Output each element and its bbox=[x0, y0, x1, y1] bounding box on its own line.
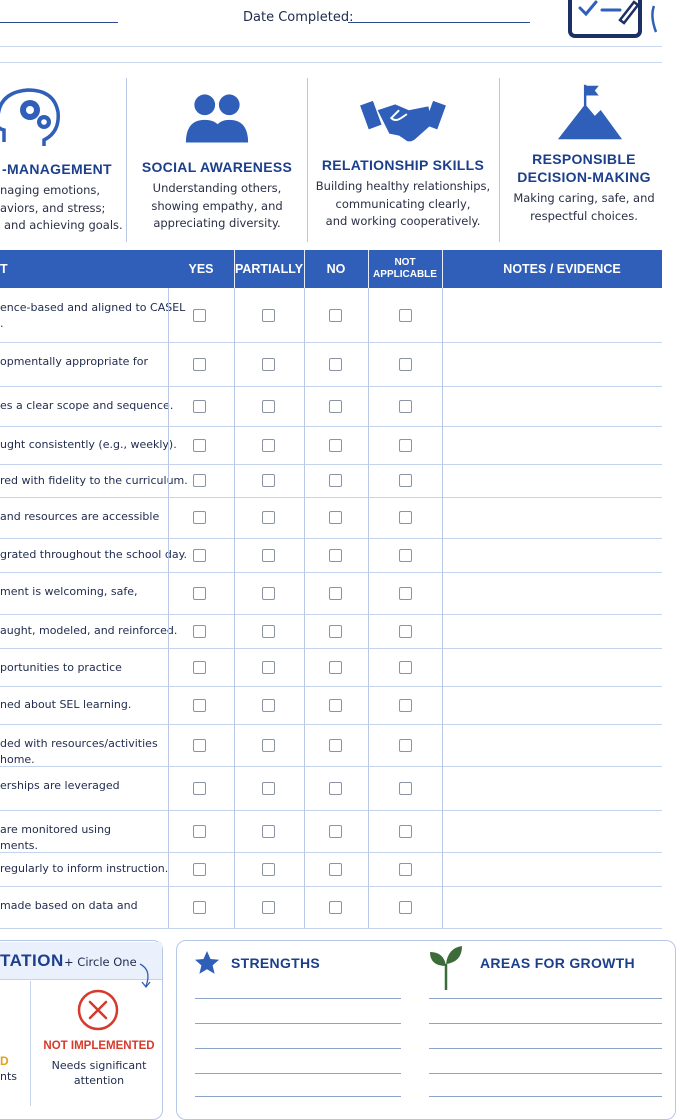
partially-checkbox[interactable] bbox=[262, 901, 275, 914]
not-applicable-checkbox[interactable] bbox=[399, 825, 412, 838]
header-line: NOT bbox=[394, 257, 416, 268]
header-column-divider bbox=[304, 250, 305, 288]
col-header-yes: YES bbox=[188, 262, 214, 276]
criterion-line: ment is welcoming, safe, bbox=[0, 585, 138, 598]
desc-line: and achieving goals. bbox=[4, 218, 123, 232]
no-checkbox[interactable] bbox=[329, 825, 342, 838]
partially-checkbox[interactable] bbox=[262, 825, 275, 838]
not-applicable-checkbox[interactable] bbox=[399, 863, 412, 876]
no-checkbox[interactable] bbox=[329, 863, 342, 876]
not-applicable-checkbox[interactable] bbox=[399, 782, 412, 795]
desc-line: Needs significant bbox=[51, 1059, 147, 1072]
criterion-line: regularly to inform instruction. bbox=[0, 862, 169, 875]
no-checkbox[interactable] bbox=[329, 511, 342, 524]
clipboard-check-icon bbox=[566, 0, 642, 40]
criterion-line: red with fidelity to the curriculum. bbox=[0, 473, 188, 487]
date-completed-label: Date Completed: bbox=[243, 10, 354, 25]
competency-desc bbox=[0, 182, 126, 235]
column-divider bbox=[234, 288, 235, 928]
desc-line: Making caring, safe, and bbox=[513, 191, 655, 205]
criterion-line: aught, modeled, and reinforced. bbox=[0, 624, 178, 637]
no-checkbox[interactable] bbox=[329, 587, 342, 600]
col-header-partially: PARTIALLY bbox=[234, 262, 304, 276]
table-row-criterion bbox=[0, 300, 186, 332]
not-implemented-desc bbox=[36, 1058, 162, 1088]
desc-line: showing empathy, and bbox=[151, 198, 283, 213]
partially-checkbox[interactable] bbox=[262, 661, 275, 674]
criterion-line: ence-based and aligned to CASEL bbox=[0, 301, 186, 314]
table-row-criterion bbox=[0, 660, 168, 692]
notes-evidence-cell[interactable] bbox=[443, 810, 662, 852]
partial-implemented-desc: nts bbox=[0, 1070, 18, 1083]
strengths-line-4[interactable] bbox=[195, 1073, 401, 1074]
growth-line-5[interactable] bbox=[429, 1096, 662, 1097]
table-row-criterion bbox=[0, 736, 168, 768]
not-applicable-checkbox[interactable] bbox=[399, 358, 412, 371]
yes-checkbox[interactable] bbox=[193, 739, 206, 752]
yes-checkbox[interactable] bbox=[193, 309, 206, 322]
table-row-criterion bbox=[0, 437, 177, 453]
not-applicable-checkbox[interactable] bbox=[399, 439, 412, 452]
table-row-criterion bbox=[0, 778, 168, 810]
partially-checkbox[interactable] bbox=[262, 511, 275, 524]
desc-line: communicating clearly, bbox=[335, 196, 471, 211]
criterion-line: . bbox=[0, 317, 4, 330]
table-row-criterion bbox=[0, 898, 168, 930]
not-applicable-checkbox[interactable] bbox=[399, 549, 412, 562]
no-checkbox[interactable] bbox=[329, 901, 342, 914]
notes-evidence-cell[interactable] bbox=[443, 386, 662, 426]
not-applicable-checkbox[interactable] bbox=[399, 587, 412, 600]
growth-line-4[interactable] bbox=[429, 1073, 662, 1074]
competency-desc bbox=[134, 180, 300, 233]
not-applicable-checkbox[interactable] bbox=[399, 661, 412, 674]
not-applicable-checkbox[interactable] bbox=[399, 309, 412, 322]
no-checkbox[interactable] bbox=[329, 439, 342, 452]
not-applicable-checkbox[interactable] bbox=[399, 739, 412, 752]
header-divider bbox=[0, 46, 662, 47]
notes-evidence-cell[interactable] bbox=[443, 572, 662, 614]
desc-line: respectful choices. bbox=[530, 208, 638, 223]
not-implemented-label[interactable]: NOT IMPLEMENTED bbox=[43, 1040, 155, 1052]
yes-checkbox[interactable] bbox=[193, 699, 206, 712]
desc-line: attention bbox=[73, 1074, 125, 1087]
strengths-title: STRENGTHS bbox=[231, 955, 321, 971]
yes-checkbox[interactable] bbox=[193, 549, 206, 562]
title-line: DECISION-MAKING bbox=[517, 169, 651, 185]
yes-checkbox[interactable] bbox=[193, 863, 206, 876]
notes-evidence-cell[interactable] bbox=[443, 497, 662, 538]
star-icon bbox=[194, 950, 220, 976]
no-checkbox[interactable] bbox=[329, 549, 342, 562]
strengths-line-3[interactable] bbox=[195, 1048, 401, 1049]
partially-checkbox[interactable] bbox=[262, 439, 275, 452]
criterion-line: and resources are accessible bbox=[0, 510, 160, 523]
mountain-flag-icon bbox=[556, 82, 624, 142]
partial-implemented-label[interactable]: D bbox=[0, 1054, 9, 1068]
criterion-line: es a clear scope and sequence. bbox=[0, 399, 174, 412]
date-completed-field[interactable] bbox=[348, 22, 530, 23]
table-row-criterion bbox=[0, 473, 188, 489]
no-checkbox[interactable] bbox=[329, 309, 342, 322]
yes-checkbox[interactable] bbox=[193, 474, 206, 487]
table-row-criterion bbox=[0, 623, 178, 639]
competency-self-management bbox=[0, 78, 126, 242]
growth-line-1[interactable] bbox=[429, 998, 662, 999]
competency-divider bbox=[126, 78, 127, 242]
strengths-line-5[interactable] bbox=[195, 1096, 401, 1097]
desc-line: Understanding others, bbox=[152, 181, 282, 195]
notes-evidence-cell[interactable] bbox=[443, 426, 662, 464]
table-row-criterion bbox=[0, 584, 168, 616]
notes-evidence-cell[interactable] bbox=[443, 288, 662, 342]
not-applicable-checkbox[interactable] bbox=[399, 511, 412, 524]
notes-evidence-cell[interactable] bbox=[443, 648, 662, 686]
header-divider-2 bbox=[0, 62, 662, 63]
title-line: RESPONSIBLE bbox=[532, 151, 636, 167]
partially-checkbox[interactable] bbox=[262, 739, 275, 752]
table-row-criterion bbox=[0, 861, 168, 877]
criterion-line: grated throughout the school day. bbox=[0, 548, 188, 561]
table-row-criterion bbox=[0, 697, 168, 713]
notes-evidence-cell[interactable] bbox=[443, 886, 662, 928]
no-checkbox[interactable] bbox=[329, 699, 342, 712]
partially-checkbox[interactable] bbox=[262, 474, 275, 487]
partially-checkbox[interactable] bbox=[262, 863, 275, 876]
column-divider bbox=[442, 288, 443, 928]
header-line: APPLICABLE bbox=[373, 269, 437, 280]
criterion-line bbox=[0, 600, 168, 616]
header-column-divider bbox=[368, 250, 369, 288]
competency-title: -MANAGEMENT bbox=[2, 161, 112, 177]
partially-checkbox[interactable] bbox=[262, 309, 275, 322]
yes-checkbox[interactable] bbox=[193, 439, 206, 452]
yes-checkbox[interactable] bbox=[193, 825, 206, 838]
competency-title: SOCIAL AWARENESS bbox=[141, 159, 293, 175]
desc-line: aviors, and stress; bbox=[0, 200, 106, 215]
table-row-criterion bbox=[0, 509, 168, 541]
notes-evidence-cell[interactable] bbox=[443, 342, 662, 386]
implementation-divider bbox=[30, 981, 31, 1106]
notes-evidence-cell[interactable] bbox=[443, 464, 662, 497]
growth-line-2[interactable] bbox=[429, 1023, 662, 1024]
desc-line: naging emotions, bbox=[0, 183, 101, 197]
strengths-line-1[interactable] bbox=[195, 998, 401, 999]
no-checkbox[interactable] bbox=[329, 358, 342, 371]
criterion-line: ments. bbox=[0, 839, 38, 852]
criterion-line: opmentally appropriate for bbox=[0, 355, 149, 368]
name-field-line[interactable] bbox=[0, 22, 118, 23]
not-applicable-checkbox[interactable] bbox=[399, 901, 412, 914]
growth-title: AREAS FOR GROWTH bbox=[480, 955, 635, 971]
notes-evidence-cell[interactable] bbox=[443, 724, 662, 766]
not-applicable-checkbox[interactable] bbox=[399, 474, 412, 487]
yes-checkbox[interactable] bbox=[193, 400, 206, 413]
criterion-line: erships are leveraged bbox=[0, 779, 120, 792]
curved-arrow-icon bbox=[136, 962, 152, 990]
not-applicable-checkbox[interactable] bbox=[399, 625, 412, 638]
criterion-line: made based on data and bbox=[0, 899, 138, 912]
desc-line: and working cooperatively. bbox=[325, 214, 481, 228]
partially-checkbox[interactable] bbox=[262, 358, 275, 371]
criterion-line: ned about SEL learning. bbox=[0, 698, 132, 711]
table-row-criterion bbox=[0, 822, 168, 854]
apple-icon bbox=[648, 0, 662, 40]
implementation-title: TATION bbox=[0, 951, 64, 970]
col-header-indicator: T bbox=[0, 262, 8, 276]
criterion-line bbox=[0, 525, 168, 541]
table-row-criterion bbox=[0, 354, 168, 386]
no-checkbox[interactable] bbox=[329, 739, 342, 752]
table-row-criterion bbox=[0, 547, 188, 563]
people-icon bbox=[184, 90, 250, 146]
no-checkbox[interactable] bbox=[329, 661, 342, 674]
desc-line: appreciating diversity. bbox=[153, 216, 281, 230]
competency-responsible-decision-making bbox=[506, 78, 676, 242]
yes-checkbox[interactable] bbox=[193, 358, 206, 371]
yes-checkbox[interactable] bbox=[193, 782, 206, 795]
criterion-line bbox=[0, 370, 168, 386]
column-divider bbox=[168, 288, 169, 928]
criterion-line: are monitored using bbox=[0, 823, 112, 836]
competency-desc bbox=[312, 178, 494, 231]
criterion-line bbox=[0, 794, 168, 810]
table-row-criterion bbox=[0, 398, 174, 414]
head-gears-icon bbox=[0, 84, 64, 154]
column-divider bbox=[304, 288, 305, 928]
col-header-not-applicable bbox=[368, 250, 442, 288]
partially-checkbox[interactable] bbox=[262, 699, 275, 712]
not-applicable-checkbox[interactable] bbox=[399, 400, 412, 413]
competency-divider bbox=[307, 78, 308, 242]
criterion-line: home. bbox=[0, 753, 35, 766]
col-header-no: NO bbox=[326, 262, 346, 276]
col-header-notes: NOTES / EVIDENCE bbox=[503, 262, 621, 276]
criterion-line: portunities to practice bbox=[0, 661, 122, 674]
partially-checkbox[interactable] bbox=[262, 549, 275, 562]
handshake-icon bbox=[364, 94, 442, 144]
header-column-divider bbox=[234, 250, 235, 288]
no-checkbox[interactable] bbox=[329, 625, 342, 638]
competency-relationship-skills bbox=[312, 78, 494, 242]
yes-checkbox[interactable] bbox=[193, 625, 206, 638]
notes-evidence-cell[interactable] bbox=[443, 614, 662, 648]
criterion-line: ded with resources/activities bbox=[0, 737, 158, 750]
not-applicable-checkbox[interactable] bbox=[399, 699, 412, 712]
notes-evidence-cell[interactable] bbox=[443, 766, 662, 810]
notes-evidence-cell[interactable] bbox=[443, 538, 662, 572]
criterion-line: ught consistently (e.g., weekly). bbox=[0, 438, 177, 451]
yes-checkbox[interactable] bbox=[193, 511, 206, 524]
no-checkbox[interactable] bbox=[329, 474, 342, 487]
header-column-divider bbox=[442, 250, 443, 288]
criterion-line bbox=[0, 676, 168, 692]
partially-checkbox[interactable] bbox=[262, 782, 275, 795]
competency-desc bbox=[492, 190, 676, 225]
competency-social-awareness bbox=[134, 78, 300, 242]
partially-checkbox[interactable] bbox=[262, 400, 275, 413]
no-checkbox[interactable] bbox=[329, 782, 342, 795]
x-circle-icon[interactable] bbox=[76, 988, 120, 1032]
no-checkbox[interactable] bbox=[329, 400, 342, 413]
sprout-icon bbox=[428, 944, 464, 992]
yes-checkbox[interactable] bbox=[193, 587, 206, 600]
growth-line-3[interactable] bbox=[429, 1048, 662, 1049]
desc-line: Building healthy relationships, bbox=[315, 179, 491, 193]
circle-one-label: + Circle One bbox=[64, 955, 137, 969]
column-divider bbox=[368, 288, 369, 928]
strengths-line-2[interactable] bbox=[195, 1023, 401, 1024]
criterion-line bbox=[0, 914, 168, 930]
notes-evidence-cell[interactable] bbox=[443, 686, 662, 724]
competency-title: RELATIONSHIP SKILLS bbox=[321, 157, 485, 173]
competency-title bbox=[492, 150, 676, 186]
yes-checkbox[interactable] bbox=[193, 661, 206, 674]
notes-evidence-cell[interactable] bbox=[443, 852, 662, 886]
yes-checkbox[interactable] bbox=[193, 901, 206, 914]
partially-checkbox[interactable] bbox=[262, 587, 275, 600]
partially-checkbox[interactable] bbox=[262, 625, 275, 638]
